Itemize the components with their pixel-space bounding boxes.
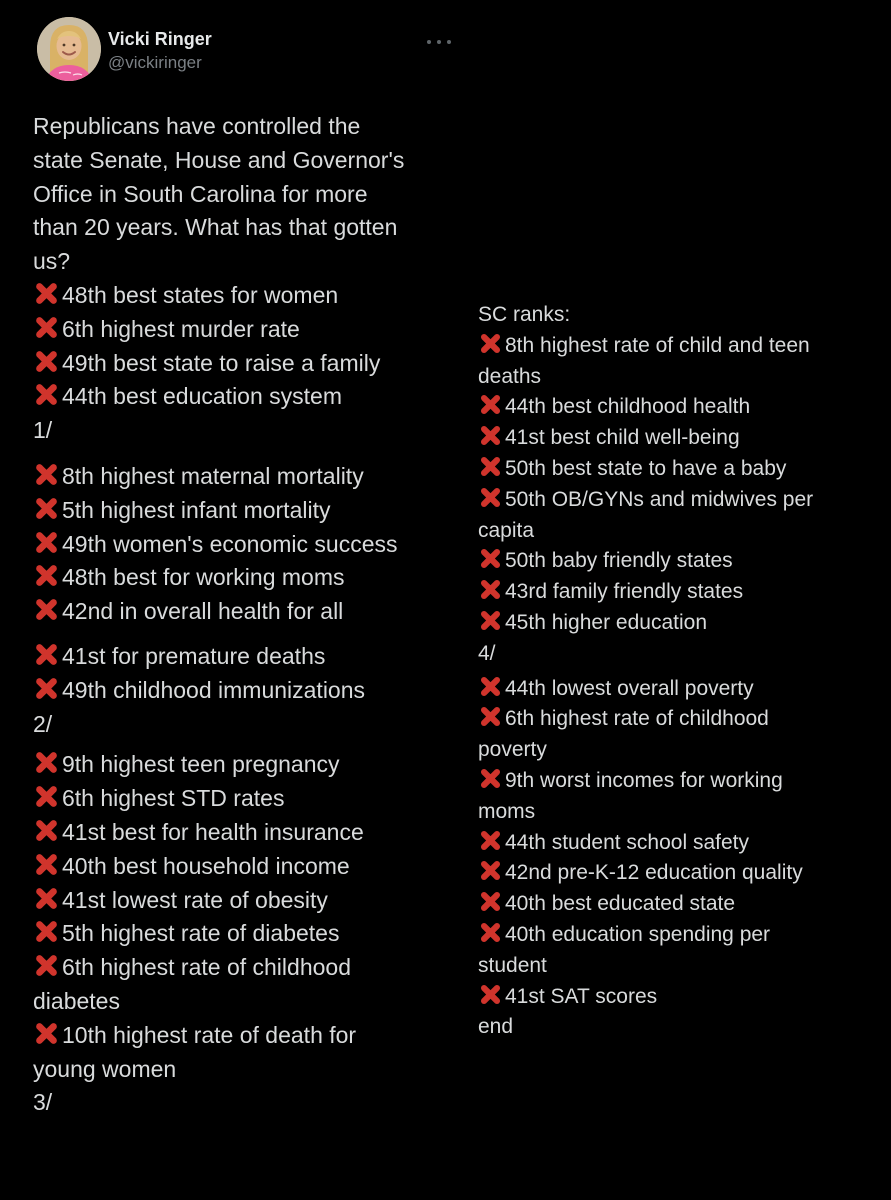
line-text: 44th best childhood health	[505, 395, 751, 419]
line-text: 2/	[33, 710, 53, 737]
line-text: 41st best child well-being	[505, 426, 740, 450]
ellipsis-icon	[427, 40, 431, 44]
text-line	[478, 516, 888, 547]
ranking-line	[33, 460, 470, 494]
line-text: 6th highest rate of childhood	[505, 707, 769, 731]
line-text: deaths	[478, 364, 542, 388]
cross-mark-icon	[478, 858, 503, 889]
cross-mark-icon	[33, 494, 60, 528]
cross-mark-icon	[33, 528, 60, 562]
line-text: 49th best state to raise a family	[62, 349, 381, 376]
line-text: 6th highest STD rates	[62, 785, 285, 812]
line-text: 3/	[33, 1089, 53, 1116]
ranking-line	[33, 816, 470, 850]
tweet-text-column-right	[478, 300, 888, 1043]
cross-mark-icon	[478, 577, 503, 608]
text-line	[33, 985, 470, 1019]
line-text: 6th highest murder rate	[62, 315, 300, 342]
ranking-line	[478, 704, 888, 735]
ranking-line	[33, 917, 470, 951]
line-text: 5th highest infant mortality	[62, 496, 331, 523]
ranking-line	[478, 982, 888, 1013]
line-text: 50th best state to have a baby	[505, 456, 787, 480]
cross-mark-icon	[33, 1019, 60, 1053]
line-text: 45th higher education	[505, 610, 707, 634]
ranking-line	[478, 454, 888, 485]
ranking-line	[478, 920, 888, 951]
cross-mark-icon	[478, 331, 503, 362]
text-line	[33, 1053, 470, 1087]
cross-mark-icon	[478, 454, 503, 485]
cross-mark-icon	[478, 766, 503, 797]
line-text: Office in South Carolina for more	[33, 180, 368, 207]
line-text: 4/	[478, 641, 496, 665]
ranking-line	[478, 423, 888, 454]
line-text: 44th lowest overall poverty	[505, 676, 754, 700]
cross-mark-icon	[33, 380, 60, 414]
user-handle[interactable]: @vickiringer	[108, 53, 202, 72]
line-text: 44th student school safety	[505, 830, 749, 854]
line-text: SC ranks:	[478, 303, 571, 326]
line-text: 40th best educated state	[505, 892, 736, 916]
cross-mark-icon	[478, 674, 503, 705]
ellipsis-icon	[447, 40, 451, 44]
text-line	[478, 300, 888, 331]
text-line	[33, 178, 470, 212]
line-text: 5th highest rate of diabetes	[62, 920, 340, 947]
ellipsis-icon	[437, 40, 441, 44]
line-text: 6th highest rate of childhood	[62, 954, 351, 981]
ranking-line	[33, 674, 470, 708]
line-text: 9th worst incomes for working	[505, 768, 783, 792]
cross-mark-icon	[478, 423, 503, 454]
ranking-line	[478, 608, 888, 639]
line-text: Republicans have controlled the	[33, 113, 361, 139]
line-text: 40th education spending per	[505, 922, 771, 946]
text-line	[33, 144, 470, 178]
cross-mark-icon	[478, 546, 503, 577]
ranking-line	[33, 380, 470, 414]
cross-mark-icon	[33, 460, 60, 494]
text-line	[33, 708, 470, 742]
line-text: 49th childhood immunizations	[62, 676, 366, 703]
ranking-line	[478, 577, 888, 608]
line-text: 50th baby friendly states	[505, 549, 733, 573]
line-text: 8th highest rate of child and teen	[505, 333, 810, 357]
more-menu-button[interactable]	[423, 36, 455, 48]
text-line	[33, 1086, 470, 1120]
ranking-line	[33, 640, 470, 674]
line-text: 42nd pre-K-12 education quality	[505, 861, 803, 885]
cross-mark-icon	[33, 884, 60, 918]
line-text: 41st best for health insurance	[62, 818, 364, 845]
line-text: capita	[478, 518, 535, 542]
ranking-line	[33, 951, 470, 985]
cross-mark-icon	[33, 782, 60, 816]
cross-mark-icon	[478, 485, 503, 516]
line-text: 48th best for working moms	[62, 564, 345, 591]
ranking-line	[33, 494, 470, 528]
line-text: 41st lowest rate of obesity	[62, 886, 328, 913]
line-text: 8th highest maternal mortality	[62, 462, 364, 489]
line-text: 44th best education system	[62, 383, 342, 410]
ranking-line	[33, 279, 470, 313]
cross-mark-icon	[478, 704, 503, 735]
ranking-line	[478, 766, 888, 797]
text-line	[478, 951, 888, 982]
cross-mark-icon	[33, 595, 60, 629]
text-line	[478, 735, 888, 766]
ranking-line	[33, 347, 470, 381]
text-line	[33, 110, 470, 144]
ranking-line	[33, 313, 470, 347]
cross-mark-icon	[33, 313, 60, 347]
line-text: 10th highest rate of death for	[62, 1021, 357, 1048]
ranking-line	[33, 528, 470, 562]
tweet-text-column-left	[33, 110, 470, 1120]
ranking-line	[33, 561, 470, 595]
cross-mark-icon	[33, 674, 60, 708]
ranking-line	[478, 331, 888, 362]
ranking-line	[33, 850, 470, 884]
user-identity	[108, 28, 212, 73]
line-text: 48th best states for women	[62, 281, 339, 308]
text-line	[478, 1012, 888, 1043]
ranking-line	[33, 1019, 470, 1053]
cross-mark-icon	[33, 951, 60, 985]
cross-mark-icon	[478, 608, 503, 639]
line-text: 9th highest teen pregnancy	[62, 751, 340, 778]
line-text: 40th best household income	[62, 852, 350, 879]
cross-mark-icon	[33, 816, 60, 850]
line-text: than 20 years. What has that gotten	[33, 214, 398, 241]
line-text: state Senate, House and Governor's	[33, 146, 405, 173]
ranking-line	[33, 748, 470, 782]
line-text: poverty	[478, 738, 547, 762]
ranking-line	[478, 546, 888, 577]
avatar[interactable]	[37, 17, 101, 81]
line-text: 50th OB/GYNs and midwives per	[505, 487, 814, 511]
ranking-line	[478, 858, 888, 889]
cross-mark-icon	[33, 561, 60, 595]
line-text: 41st for premature deaths	[62, 642, 326, 669]
cross-mark-icon	[478, 889, 503, 920]
cross-mark-icon	[478, 920, 503, 951]
cross-mark-icon	[478, 828, 503, 859]
line-text: end	[478, 1015, 514, 1039]
line-text: young women	[33, 1055, 177, 1082]
ranking-line	[33, 595, 470, 629]
cross-mark-icon	[33, 640, 60, 674]
text-line	[478, 639, 888, 670]
ranking-line	[478, 828, 888, 859]
line-text: 1/	[33, 417, 53, 444]
ranking-line	[478, 392, 888, 423]
cross-mark-icon	[33, 279, 60, 313]
ranking-line	[478, 889, 888, 920]
ranking-line	[478, 674, 888, 705]
line-text: 42nd in overall health for all	[62, 598, 344, 625]
cross-mark-icon	[33, 917, 60, 951]
text-line	[33, 414, 470, 448]
ranking-line	[33, 782, 470, 816]
ranking-line	[33, 884, 470, 918]
line-text: us?	[33, 248, 71, 275]
line-text: diabetes	[33, 987, 120, 1014]
line-text: 41st SAT scores	[505, 984, 658, 1008]
cross-mark-icon	[33, 850, 60, 884]
line-text: 49th women's economic success	[62, 530, 398, 557]
ranking-line	[478, 485, 888, 516]
text-line	[478, 797, 888, 828]
cross-mark-icon	[478, 392, 503, 423]
text-line	[33, 211, 470, 245]
display-name[interactable]: Vicki Ringer	[108, 29, 212, 49]
cross-mark-icon	[478, 982, 503, 1013]
text-line	[33, 245, 470, 279]
text-line	[478, 362, 888, 393]
cross-mark-icon	[33, 347, 60, 381]
cross-mark-icon	[33, 748, 60, 782]
line-text: student	[478, 953, 547, 977]
line-text: 43rd family friendly states	[505, 580, 744, 604]
line-text: moms	[478, 799, 536, 823]
